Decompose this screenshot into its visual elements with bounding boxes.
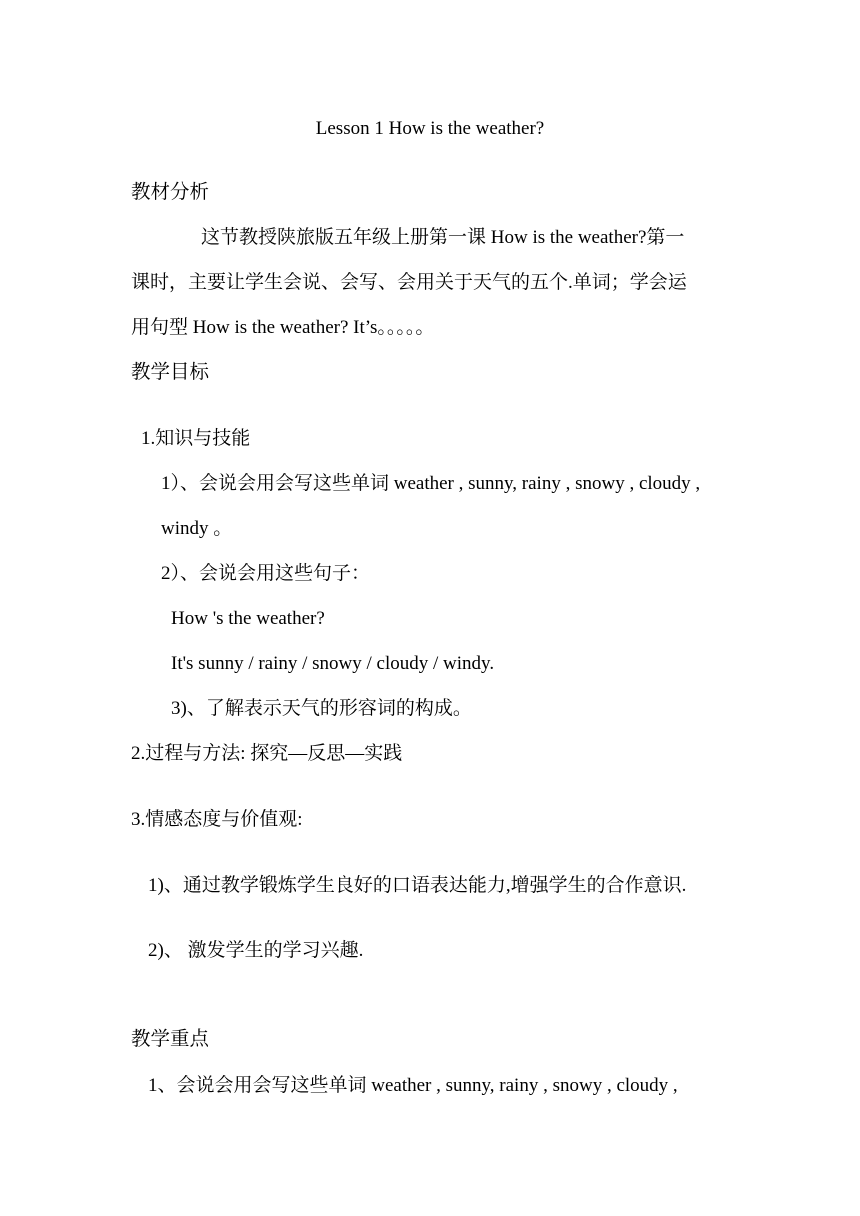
goal-1-sub-1-line-1: 1）、会说会用会写这些单词 weather , sunny, rainy , snowy , cloudy , xyxy=(161,473,701,494)
heading-analysis: 教材分析 xyxy=(131,182,210,203)
goal-1-sentence-1: How 's the weather? xyxy=(171,608,325,629)
heading-focus: 教学重点 xyxy=(131,1029,210,1050)
goal-1-sub-1-line-2: windy 。 xyxy=(161,518,233,539)
goal-3-sub-2: 2)、 激发学生的学习兴趣. xyxy=(148,940,364,961)
goal-2: 2.过程与方法: 探究—反思—实践 xyxy=(131,743,403,764)
goal-3-sub-1: 1)、通过教学锻炼学生良好的口语表达能力,增强学生的合作意识. xyxy=(148,875,687,896)
goal-3-label: 3.情感态度与价值观: xyxy=(131,809,303,830)
lesson-title: Lesson 1 How is the weather? xyxy=(315,118,545,139)
heading-goals: 教学目标 xyxy=(131,362,210,383)
goal-1-sub-2: 2）、会说会用这些句子： xyxy=(161,563,371,584)
goal-1-sub-3: 3)、了解表示天气的形容词的构成。 xyxy=(171,698,472,719)
analysis-paragraph-line-1: 这节教授陕旅版五年级上册第一课 How is the weather?第一 xyxy=(201,227,685,248)
analysis-paragraph-line-2: 课时，主要让学生会说、会写、会用关于天气的五个.单词；学会运 xyxy=(131,272,687,293)
analysis-paragraph-line-3: 用句型 How is the weather? It’s。。。。。 xyxy=(131,317,435,338)
goal-1-label: 1.知识与技能 xyxy=(141,428,251,449)
focus-item-1: 1、会说会用会写这些单词 weather , sunny, rainy , snowy , cloudy , xyxy=(148,1075,678,1096)
goal-1-sentence-2: It's sunny / rainy / snowy / cloudy / windy. xyxy=(171,653,495,674)
